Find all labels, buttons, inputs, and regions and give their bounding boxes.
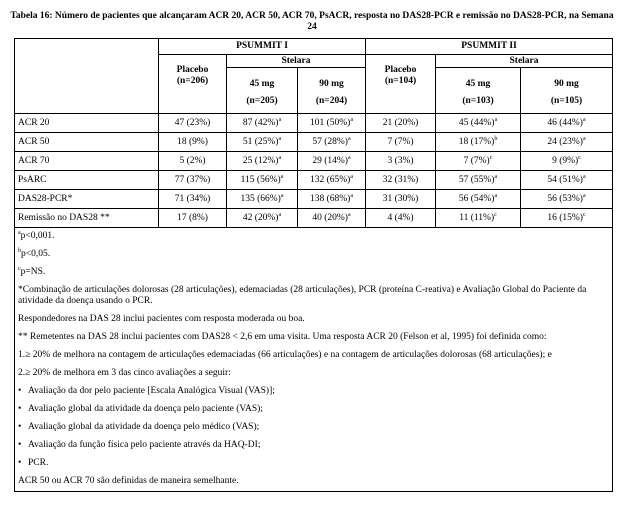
cell-placebo-1: 71 (34%) <box>159 190 227 209</box>
row-label: DAS28-PCR* <box>15 190 159 209</box>
cell-90-1: 29 $(14\%)^a$ <box>298 152 366 171</box>
dose-90-header-2: 90 mg <box>521 68 613 90</box>
dose-90-header-1: 90 mg <box>298 68 366 90</box>
footnote-das28-pcr: *Combinação de articulações dolorosas (28 articulações), edemaciadas (28 articulações), PCR (proteína C-reativa) e Avaliação Global do Paciente da atividade da doença usando o PCR. <box>18 285 587 306</box>
cell-90-1: 101 $(50\%)^a$ <box>298 114 366 133</box>
table-row <box>15 133 613 152</box>
placebo-n-2: (n=104) <box>384 76 417 86</box>
footnote-b: $^b$p<0,05. <box>18 247 51 259</box>
placebo-header-1 <box>159 55 227 114</box>
drug-header-1: Stelara <box>227 55 366 68</box>
cell-45-1: 135 $(66\%)^a$ <box>227 190 298 209</box>
cell-placebo-1: 77 (37%) <box>159 171 227 190</box>
empty-corner-cell <box>15 39 159 114</box>
cell-placebo-2: 31 (30%) <box>366 190 436 209</box>
cell-90-2: 16 $(15\%)^c$ <box>521 209 613 228</box>
list-item: • Avaliação global da atividade da doença pelo médico (VAS); <box>18 420 609 438</box>
list-item: • Avaliação da função física pelo paciente através da HAQ-DI; <box>18 438 609 456</box>
cell-45-1: 115 $(56\%)^a$ <box>227 171 298 190</box>
cell-45-2: 56 $(54\%)^a$ <box>436 190 521 209</box>
cell-90-2: 54 $(51\%)^a$ <box>521 171 613 190</box>
dose-45-header-1: 45 mg <box>227 68 298 90</box>
drug-header-2: Stelara <box>436 55 613 68</box>
table-row <box>15 190 613 209</box>
row-label: Remissão no DAS28 ** <box>15 209 159 228</box>
cell-placebo-2: 7 (7%) <box>366 133 436 152</box>
footnote-acr50-70: ACR 50 ou ACR 70 são definidas de maneira semelhante. <box>18 476 239 486</box>
cell-placebo-1: 5 (2%) <box>159 152 227 171</box>
cell-90-2: 56 $(53\%)^a$ <box>521 190 613 209</box>
cell-placebo-2: 3 (3%) <box>366 152 436 171</box>
footnote-a: $^a$p<0,001. <box>18 229 55 241</box>
cell-90-1: 138 $(68\%)^a$ <box>298 190 366 209</box>
placebo-n-1: (n=206) <box>176 76 209 86</box>
list-item: • Avaliação global da atividade da doença pelo paciente (VAS); <box>18 402 609 420</box>
cell-placebo-1: 47 (23%) <box>159 114 227 133</box>
results-table <box>14 38 613 492</box>
n-90-header-2: (n=105) <box>521 90 613 114</box>
cell-45-2: 11 $(11\%)^c$ <box>436 209 521 228</box>
footnote-remission: ** Remetentes na DAS 28 inclui pacientes com DAS28 < 2,6 em uma visita. Uma resposta ACR 20 (Felson et al, 1995) foi definida como: <box>18 332 547 342</box>
cell-45-1: 51 $(25\%)^a$ <box>227 133 298 152</box>
cell-45-2: 57 $(55\%)^a$ <box>436 171 521 190</box>
row-label: PsARC <box>15 171 159 190</box>
n-45-header-1: (n=205) <box>227 90 298 114</box>
table-row <box>15 209 613 228</box>
cell-placebo-2: 4 (4%) <box>366 209 436 228</box>
placebo-label-2: Placebo <box>384 65 417 75</box>
placebo-header-2 <box>366 55 436 114</box>
table-row <box>15 171 613 190</box>
cell-placebo-2: 32 (31%) <box>366 171 436 190</box>
table-footnotes <box>15 228 613 492</box>
placebo-label-1: Placebo <box>176 65 209 75</box>
cell-90-1: 57 $(28\%)^a$ <box>298 133 366 152</box>
cell-45-1: 87 $(42\%)^a$ <box>227 114 298 133</box>
table-row <box>15 114 613 133</box>
footnote-responders: Respondedores na DAS 28 inclui pacientes com resposta moderada ou boa. <box>18 314 305 324</box>
row-label: ACR 20 <box>15 114 159 133</box>
cell-90-1: 132 $(65\%)^a$ <box>298 171 366 190</box>
table-row <box>15 152 613 171</box>
cell-90-2: 9 $(9\%)^c$ <box>521 152 613 171</box>
footnote-criterion-2: 2.≥ 20% de melhora em 3 das cinco avaliações a seguir: <box>18 368 231 378</box>
cell-placebo-1: 17 (8%) <box>159 209 227 228</box>
cell-45-2: 18 $(17\%)^b$ <box>436 133 521 152</box>
cell-45-1: 25 $(12\%)^a$ <box>227 152 298 171</box>
cell-45-2: 45 $(44\%)^a$ <box>436 114 521 133</box>
dose-45-header-2: 45 mg <box>436 68 521 90</box>
cell-90-2: 24 $(23\%)^a$ <box>521 133 613 152</box>
cell-45-2: 7 $(7\%)^c$ <box>436 152 521 171</box>
cell-90-2: 46 $(44\%)^a$ <box>521 114 613 133</box>
cell-45-1: 42 $(20\%)^a$ <box>227 209 298 228</box>
study-header-psummit1: PSUMMIT I <box>159 39 366 55</box>
cell-placebo-2: 21 (20%) <box>366 114 436 133</box>
list-item: • Avaliação da dor pelo paciente [Escala Analógica Visual (VAS)]; <box>18 384 609 402</box>
footnote-criterion-1: 1.≥ 20% de melhora na contagem de articulações edemaciadas (66 articulações) e na contagem de articulações dolorosas (68 articulações); e <box>18 350 552 360</box>
n-45-header-2: (n=103) <box>436 90 521 114</box>
study-header-psummit2: PSUMMIT II <box>366 39 613 55</box>
table-title: Tabela 16: Número de pacientes que alcançaram ACR 20, ACR 50, ACR 70, PsACR, resposta no DAS28-PCR e remissão no DAS28-PCR, na Semana 24 <box>10 11 614 32</box>
list-item: • PCR. <box>18 456 609 474</box>
cell-90-1: 40 $(20\%)^a$ <box>298 209 366 228</box>
cell-placebo-1: 18 (9%) <box>159 133 227 152</box>
footnote-c: $^c$p=NS. <box>18 265 46 277</box>
row-label: ACR 50 <box>15 133 159 152</box>
row-label: ACR 70 <box>15 152 159 171</box>
n-90-header-1: (n=204) <box>298 90 366 114</box>
